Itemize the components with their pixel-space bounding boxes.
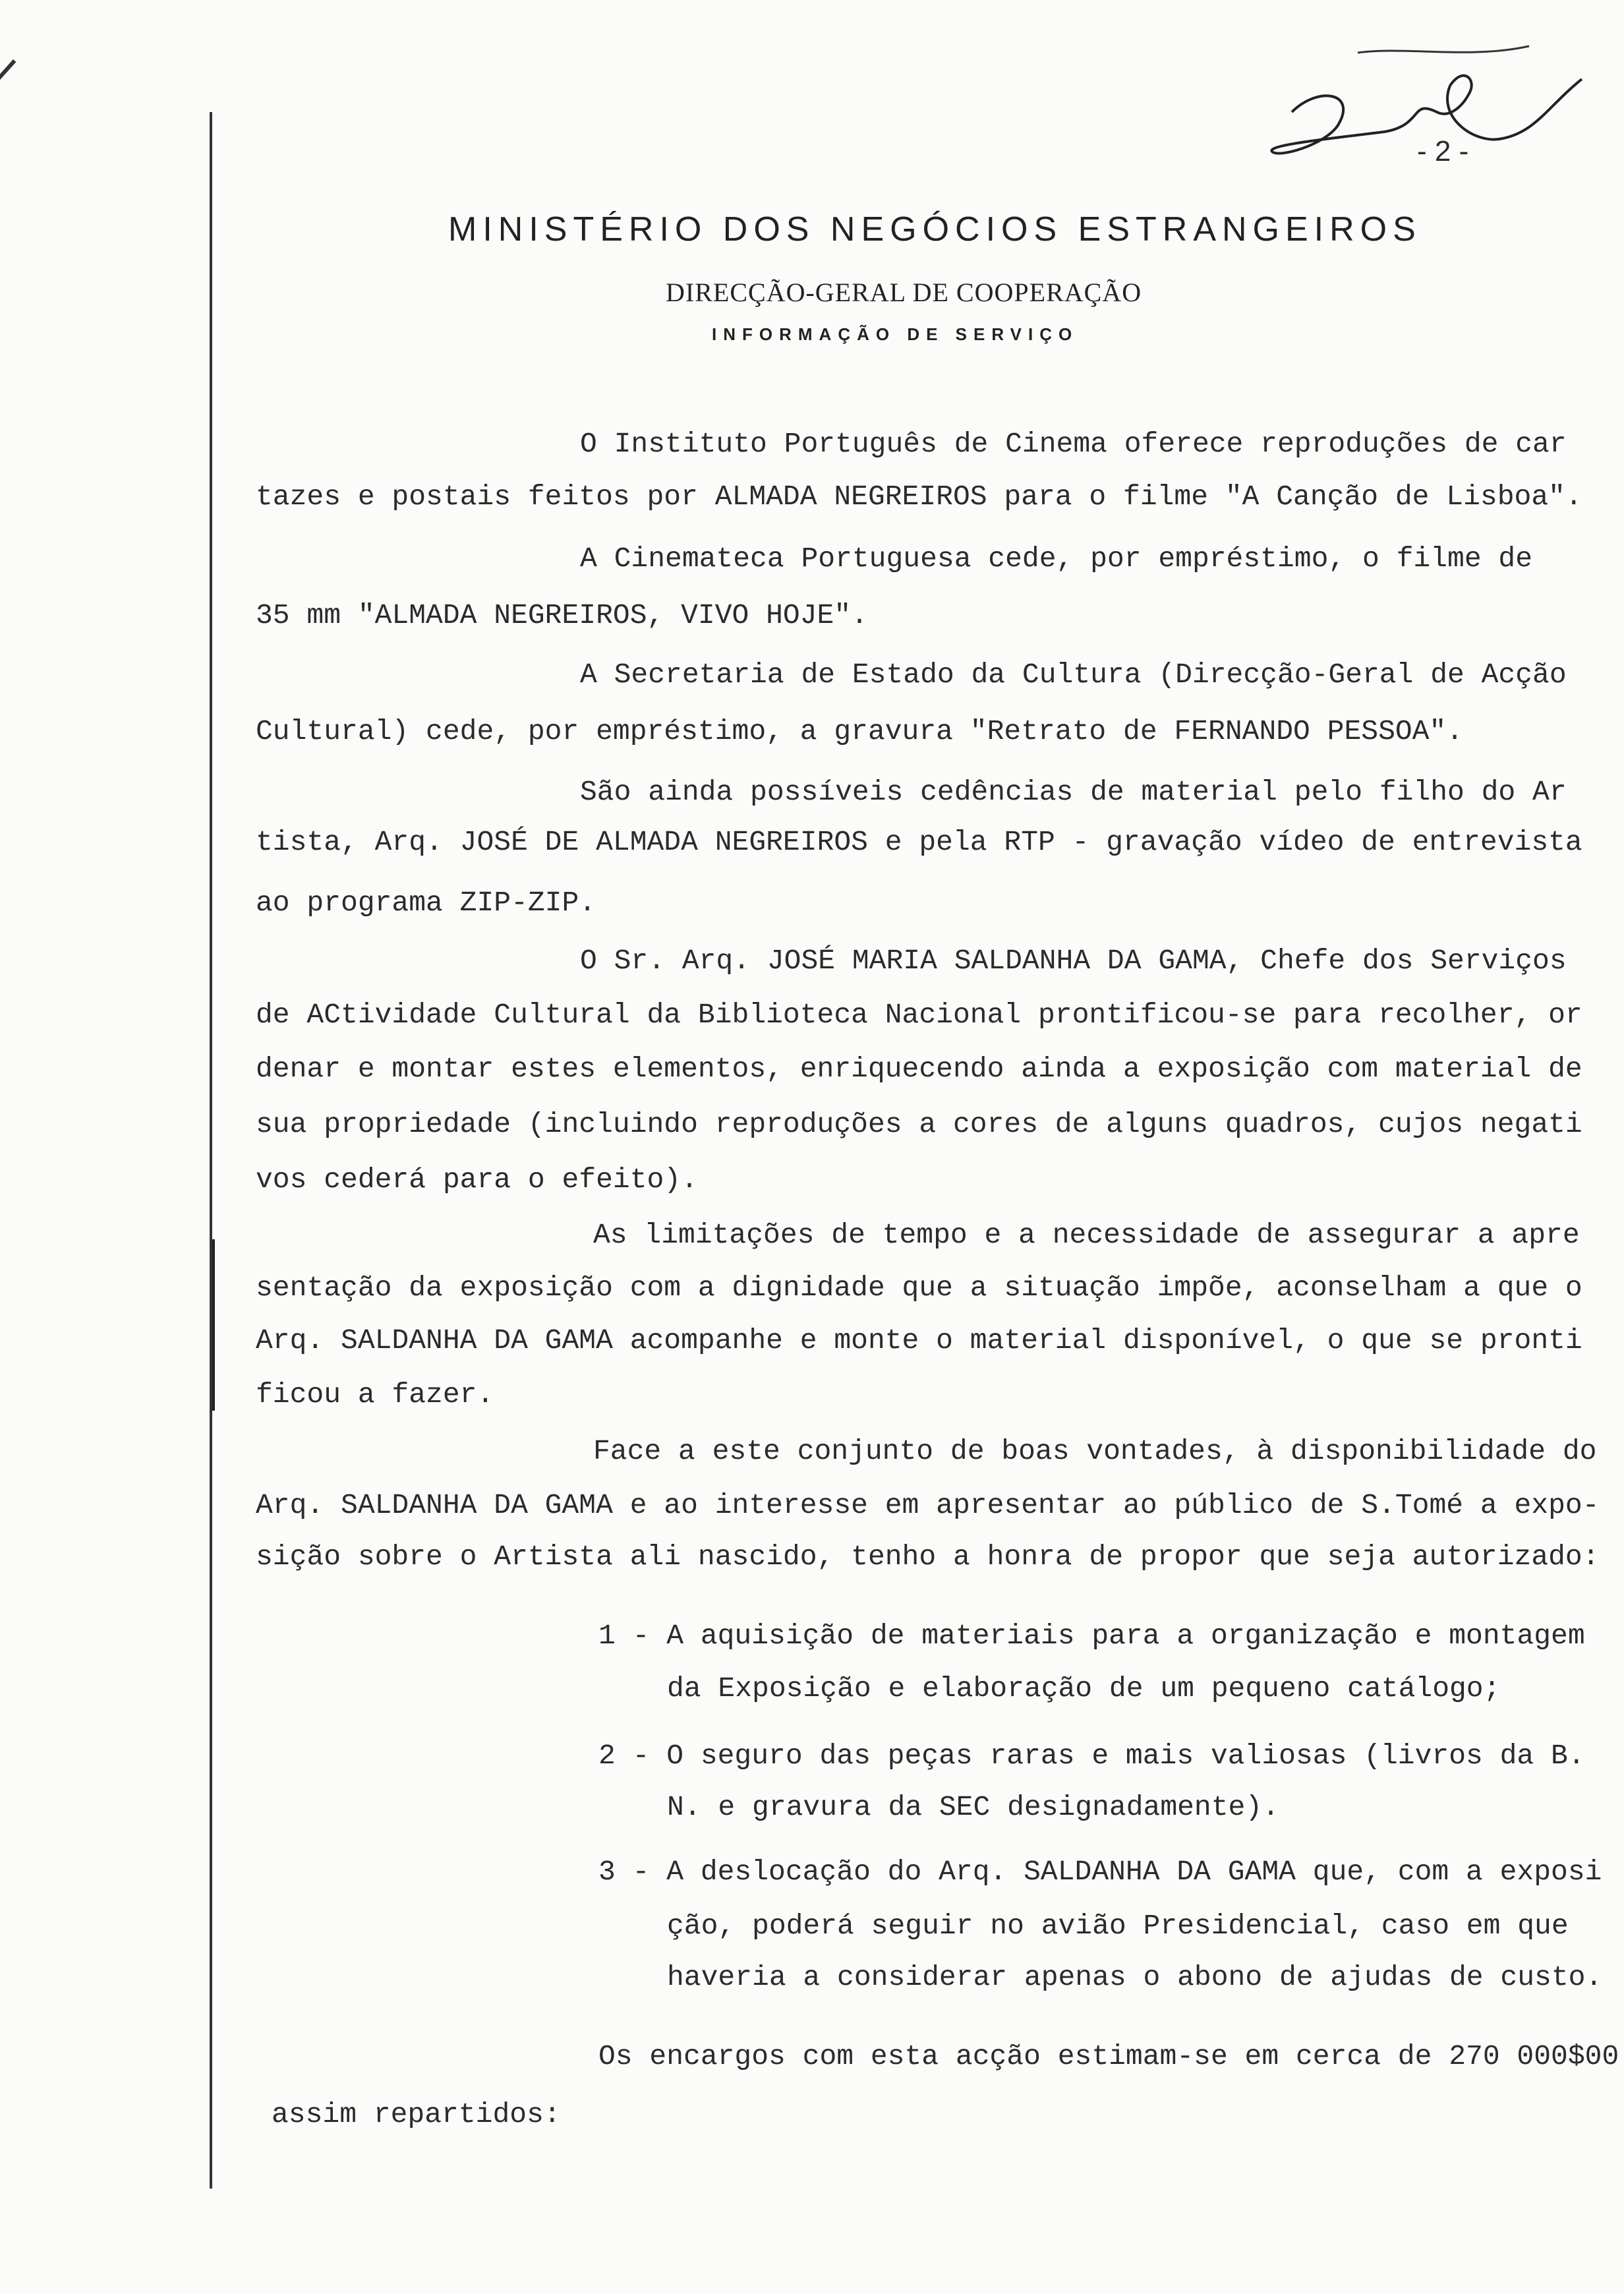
list-item: da Exposição e elaboração de um pequeno catálogo; (667, 1672, 1501, 1705)
text-line: tista, Arq. JOSÉ DE ALMADA NEGREIROS e pela RTP - gravação vídeo de entrevista (256, 826, 1582, 858)
text-line: sição sobre o Artista ali nascido, tenho a honra de propor que seja autorizado: (256, 1541, 1600, 1573)
text-line: denar e montar estes elementos, enriquecendo ainda a exposição com material de (256, 1053, 1582, 1085)
text-line: As limitações de tempo e a necessidade de assegurar a apre (593, 1219, 1580, 1251)
list-item: haveria a considerar apenas o abono de ajudas de custo. (667, 1961, 1603, 1993)
text-line: ficou a fazer. (256, 1378, 494, 1411)
text-line: Arq. SALDANHA DA GAMA acompanhe e monte o material disponível, o que se pronti (256, 1324, 1582, 1357)
ministry-heading: MINISTÉRIO DOS NEGÓCIOS ESTRANGEIROS (448, 210, 1422, 249)
list-item: 3 - A deslocação do Arq. SALDANHA DA GAMA que, com a exposi (598, 1856, 1602, 1888)
text-line: A Secretaria de Estado da Cultura (Direcção-Geral de Acção (580, 659, 1567, 691)
list-item: N. e gravura da SEC designadamente). (667, 1791, 1279, 1823)
text-line: sua propriedade (incluindo reproduções a cores de alguns quadros, cujos negati (256, 1108, 1582, 1140)
directorate-heading: DIRECÇÃO-GERAL DE COOPERAÇÃO (666, 278, 1142, 307)
text-line: vos cederá para o efeito). (256, 1163, 698, 1196)
document-type: INFORMAÇÃO DE SERVIÇO (712, 324, 1079, 344)
list-item: 1 - A aquisição de materiais para a organização e montagem (598, 1620, 1585, 1652)
text-line: O Instituto Português de Cinema oferece reproduções de car (580, 428, 1567, 460)
list-item: ção, poderá seguir no avião Presidencial, caso em que (667, 1910, 1569, 1942)
text-line: Cultural) cede, por empréstimo, a gravura "Retrato de FERNANDO PESSOA". (256, 715, 1464, 748)
text-line: de ACtividade Cultural da Biblioteca Nacional prontificou-se para recolher, or (256, 999, 1582, 1031)
text-line: tazes e postais feitos por ALMADA NEGREIROS para o filme "A Canção de Lisboa". (256, 481, 1582, 513)
text-line: A Cinemateca Portuguesa cede, por empréstimo, o filme de (580, 543, 1533, 575)
text-line: 35 mm "ALMADA NEGREIROS, VIVO HOJE". (256, 599, 868, 632)
margin-rule (210, 112, 212, 2189)
text-line: ao programa ZIP-ZIP. (256, 887, 596, 919)
list-item: 2 - O seguro das peças raras e mais valiosas (livros da B. (598, 1740, 1585, 1772)
text-line: assim repartidos: (272, 2098, 561, 2131)
text-line: O Sr. Arq. JOSÉ MARIA SALDANHA DA GAMA, Chefe dos Serviços (580, 945, 1567, 977)
text-line: Arq. SALDANHA DA GAMA e ao interesse em apresentar ao público de S.Tomé a expo- (256, 1489, 1600, 1521)
text-line: São ainda possíveis cedências de material pelo filho do Ar (580, 776, 1567, 808)
text-line: sentação da exposição com a dignidade que a situação impõe, aconselham a que o (256, 1272, 1582, 1304)
page-number: - 2 - (1417, 135, 1469, 167)
text-line: Face a este conjunto de boas vontades, à disponibilidade do (593, 1435, 1597, 1467)
margin-stroke (0, 59, 16, 223)
text-line: Os encargos com esta acção estimam-se em cerca de 270 000$00 (598, 2040, 1619, 2073)
margin-mark (212, 1239, 215, 1411)
